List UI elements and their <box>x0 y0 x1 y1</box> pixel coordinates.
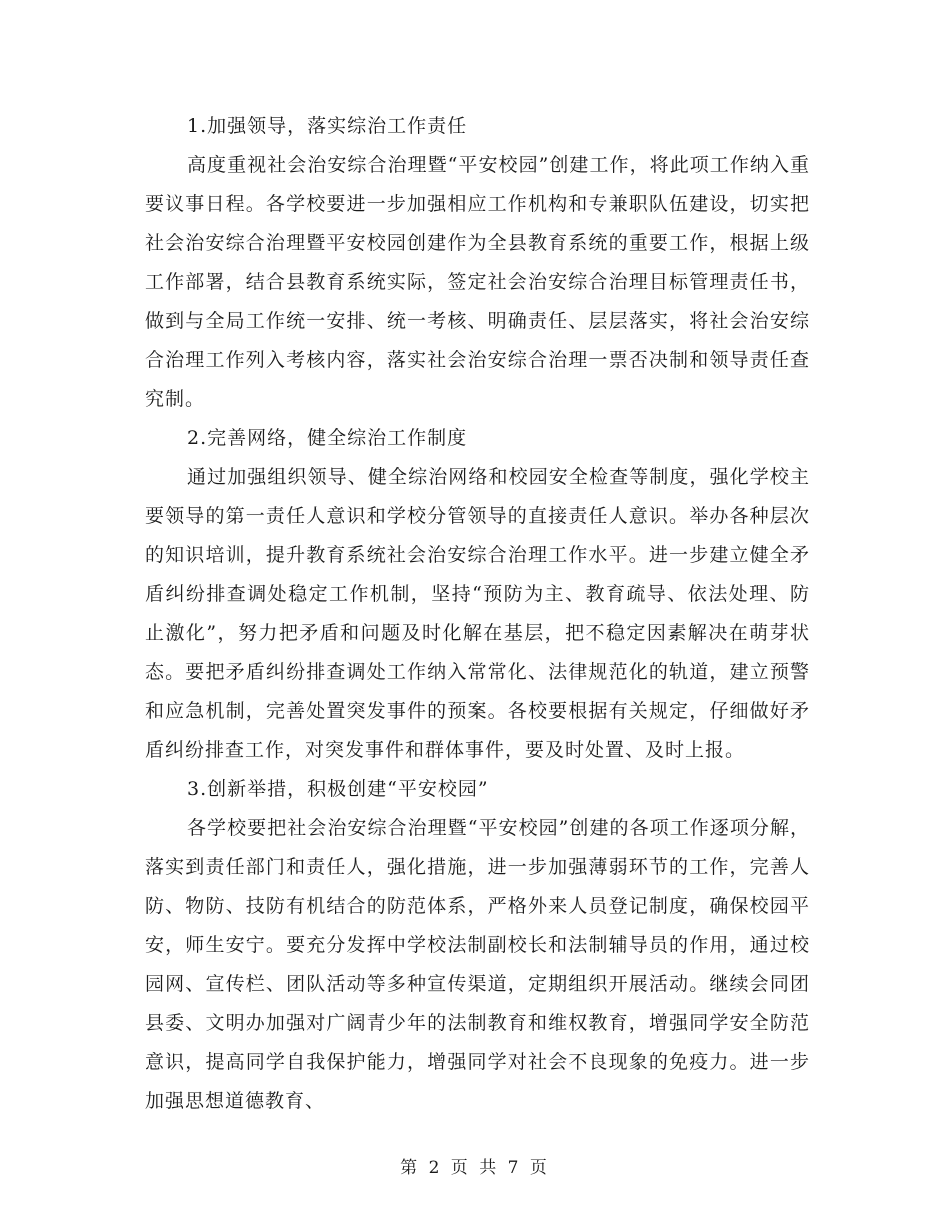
page-number-footer: 第 2 页 共 7 页 <box>400 1158 550 1178</box>
section-paragraph-2: 通过加强组织领导、健全综治网络和校园安全检查等制度，强化学校主要领导的第一责任人意识和学校分管领导的直接责任人意识。举办各种层次的知识培训，提升教育系统社会治安综合治理工作水平。进一步建立健全矛盾纠纷排查调处稳定工作机制，坚持“预防为主、教育疏导、依法处理、防止激化”，努力把矛盾和问题及时化解在基层，把不稳定因素解决在萌芽状态。要把矛盾纠纷排查调处工作纳入常常化、法律规范化的轨道，建立预警和应急机制，完善处置突发事件的预案。各校要根据有关规定，仔细做好矛盾纠纷排查工作，对突发事件和群体事件，要及时处置、及时上报。 <box>145 466 810 761</box>
document-body <box>145 107 810 1121</box>
section-paragraph-1: 高度重视社会治安综合治理暨“平安校园”创建工作，将此项工作纳入重要议事日程。各学校要进一步加强相应工作机构和专兼职队伍建设，切实把社会治安综合治理暨平安校园创建作为全县教育系统的重要工作，根据上级工作部署，结合县教育系统实际，签定社会治安综合治理目标管理责任书，做到与全局工作统一安排、统一考核、明确责任、层层落实，将社会治安综合治理工作列入考核内容，落实社会治安综合治理一票否决制和领导责任查究制。 <box>145 154 810 410</box>
section-heading-3: 3.创新举措，积极创建“平安校园” <box>187 778 489 800</box>
section-paragraph-3: 各学校要把社会治安综合治理暨“平安校园”创建的各项工作逐项分解，落实到责任部门和责任人，强化措施，进一步加强薄弱环节的工作，完善人防、物防、技防有机结合的防范体系，严格外来人员登记制度，确保校园平安，师生安宁。要充分发挥中学校法制副校长和法制辅导员的作用，通过校园网、宣传栏、团队活动等多种宣传渠道，定期组织开展活动。继续会同团县委、文明办加强对广阔青少年的法制教育和维权教育，增强同学安全防范意识，提高同学自我保护能力，增强同学对社会不良现象的免疫力。进一步加强思想道德教育、 <box>145 817 810 1112</box>
section-heading-1: 1.加强领导，落实综治工作责任 <box>187 115 468 137</box>
section-heading-2: 2.完善网络，健全综治工作制度 <box>187 427 468 449</box>
